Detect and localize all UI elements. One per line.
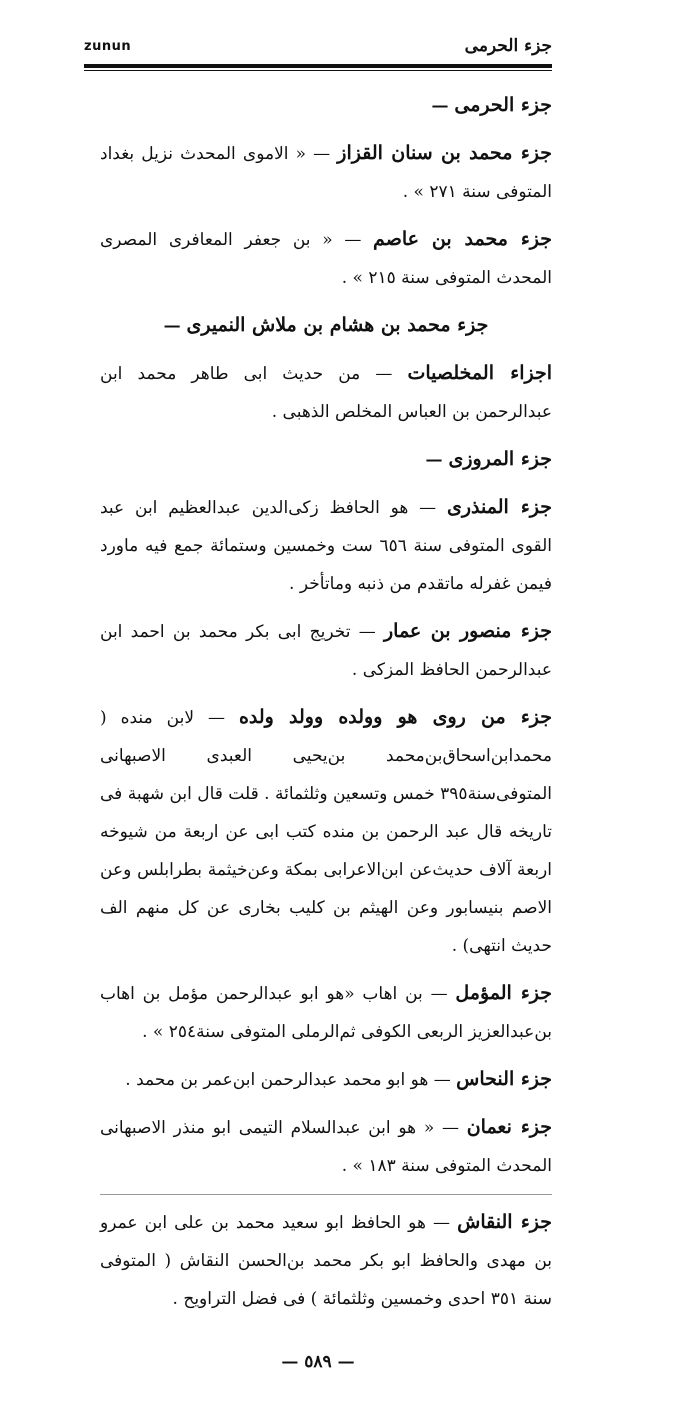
entry (100, 974, 552, 1051)
entry-text: — هو الحافظ ابو سعيد محمد بن على ابن عمرو بن مهدى والحافظ ابو بكر محمد بن‌الحسن النقاش ( المتوفى سنة ٣٥١ احدى وخمسين وثلثمائة ) فى فضل التراويح . (100, 1213, 552, 1309)
entry-text: — تخريج ابى بكر محمد بن احمد ابن عبدالرحمن الحافظ المزكى . (100, 622, 552, 680)
entry (100, 1060, 552, 1099)
entry-head: جزء النقاش (457, 1211, 552, 1233)
entries-list (100, 86, 552, 1325)
entry-head: جزء منصور بن عمار (383, 620, 553, 642)
entry (100, 306, 552, 345)
entry-head: جزء النحاس (456, 1068, 552, 1090)
entry-text: — بن اهاب «هو ابو عبدالرحمن مؤمل بن اهاب بن‌عبدالعزيز الربعى الكوفى ثم‌الرملى المتوفى سنة٢٥٤ » . (100, 984, 552, 1042)
entry-head: جزء المؤمل (455, 982, 553, 1004)
page-number: — ٥٨٩ — (281, 1352, 355, 1372)
entry-text: — « الاموى المحدث نزيل بغداد المتوفى سنة ٢٧١ » . (100, 144, 552, 202)
entry-text: — هو ابو محمد عبدالرحمن ابن‌عمر بن محمد . (125, 1070, 457, 1090)
entry (100, 134, 552, 211)
header-rule-thin (84, 70, 552, 71)
entry-text: — (425, 450, 449, 470)
entry (100, 220, 552, 297)
entry-head: جزء الحرمى (454, 94, 552, 116)
running-header (84, 34, 552, 58)
entry-head: جزء المروزى (448, 448, 552, 470)
entry-head: جزء المنذرى (447, 496, 552, 518)
entry (100, 354, 552, 431)
entry-text: — لابن منده ( محمدابن‌اسحاق‌بن‌محمد بن‌يحيى العبدى الاصبهانى المتوفى‌سنة٣٩٥ خمس وتسعين وثلثمائة . قلت قال ابن شهبة فى تاريخه قال عبد الرحمن بن منده كتب ابى عن اربعة من شيوخه اربعة آلاف حديث‌عن ابن‌الاعرابى بمكة وعن‌خيثمة بطرابلس وعن الاصم بنيسابور وعن الهيثم بن كليب بخارى عن كل منهم الف حديث انتهى) . (100, 708, 552, 956)
entry (100, 1203, 552, 1318)
entry (100, 612, 552, 689)
entry-head: جزء محمد بن سنان القزاز (337, 142, 552, 164)
entry-text: — (431, 96, 455, 116)
entry-head: جزء محمد بن عاصم (373, 228, 552, 250)
entry (100, 1108, 552, 1185)
entry (100, 86, 552, 125)
entry-head: جزء نعمان (466, 1116, 552, 1138)
entry (100, 698, 552, 965)
entry-head: جزء من روى هو وولده وولد ولده (238, 706, 553, 728)
entry-text: — « بن جعفر المعافرى المصرى المحدث المتوفى سنة ٢١٥ » . (100, 230, 552, 288)
entry (100, 488, 552, 603)
entry-text: — من حديث ابى طاهر محمد ابن عبدالرحمن بن العباس المخلص الذهبى . (100, 364, 552, 422)
entry (100, 440, 552, 479)
header-rule (84, 64, 552, 68)
entry-text: — « هو ابن عبدالسلام التيمى ابو منذر الاصبهانى المحدث المتوفى سنة ١٨٣ » . (100, 1118, 552, 1176)
header-left-label: zunun (84, 38, 132, 54)
header-title: جزء الحرمى (464, 36, 552, 56)
entry-text: — (163, 316, 187, 336)
section-divider (100, 1194, 552, 1195)
entry-text: — هو الحافظ زكى‌الدين عبدالعظيم ابن عبد القوى المتوفى سنة ٦٥٦ ست وخمسين وستمائة جمع فيه ماورد فيمن غفرله ماتقدم من ذنبه وماتأخر . (100, 498, 552, 594)
entry-head: اجزاء المخلصيات (407, 362, 553, 384)
entry-head: جزء محمد بن هشام بن ملاش النميرى (186, 314, 489, 336)
